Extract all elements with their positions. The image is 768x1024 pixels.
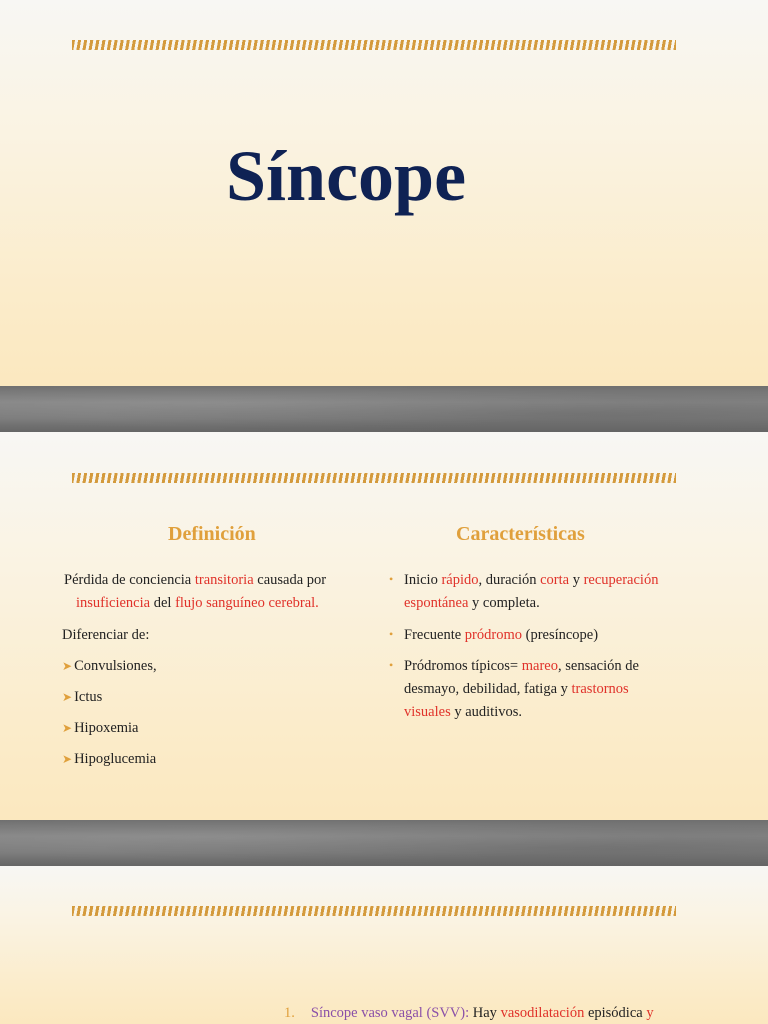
slide-2 [0, 432, 768, 820]
floor-divider [0, 386, 768, 432]
differentiate-label: Diferenciar de: [62, 627, 150, 643]
arrow-bullet-icon: ➤ [62, 690, 73, 704]
list-item: ➤ Hipoglucemia [62, 751, 157, 767]
characteristic-3-line-2: desmayo, debilidad, fatiga y trastornos [404, 681, 629, 697]
characteristic-2: Frecuente pródromo (presíncope) [404, 627, 599, 643]
characteristic-3-line-1: Pródromos típicos= mareo, sensación de [404, 658, 639, 674]
floor-divider [0, 820, 768, 866]
definition-heading: Definición [168, 523, 256, 545]
bullet-icon: • [389, 572, 394, 586]
bullet-icon: • [389, 658, 394, 672]
characteristic-3-line-3: visuales y auditivos. [404, 704, 523, 720]
arrow-bullet-icon: ➤ [62, 752, 73, 766]
list-item: ➤ Convulsiones, [62, 658, 157, 674]
characteristic-1-line-1: Inicio rápido, duración corta y recuperación [404, 572, 659, 588]
arrow-bullet-icon: ➤ [62, 721, 73, 735]
decorative-stripe [72, 906, 676, 916]
definition-line-2: insuficiencia del flujo sanguíneo cerebral. [76, 595, 319, 611]
list-item: ➤ Ictus [62, 689, 103, 705]
bullet-icon: • [389, 627, 394, 641]
decorative-stripe [72, 473, 676, 483]
slide-1 [0, 0, 768, 386]
characteristics-heading: Características [456, 523, 585, 545]
definition-line-1: Pérdida de conciencia transitoria causada por [64, 572, 327, 588]
slide-3 [0, 866, 768, 1024]
slide-title: Síncope [226, 136, 467, 216]
list-item: ➤ Hipoxemia [62, 720, 139, 736]
decorative-stripe [72, 40, 676, 50]
characteristic-1-line-2: espontánea y completa. [404, 595, 540, 611]
arrow-bullet-icon: ➤ [62, 659, 73, 673]
numbered-item-1: 1. Síncope vaso vagal (SVV): Hay vasodilatación episódica y [284, 1005, 654, 1021]
